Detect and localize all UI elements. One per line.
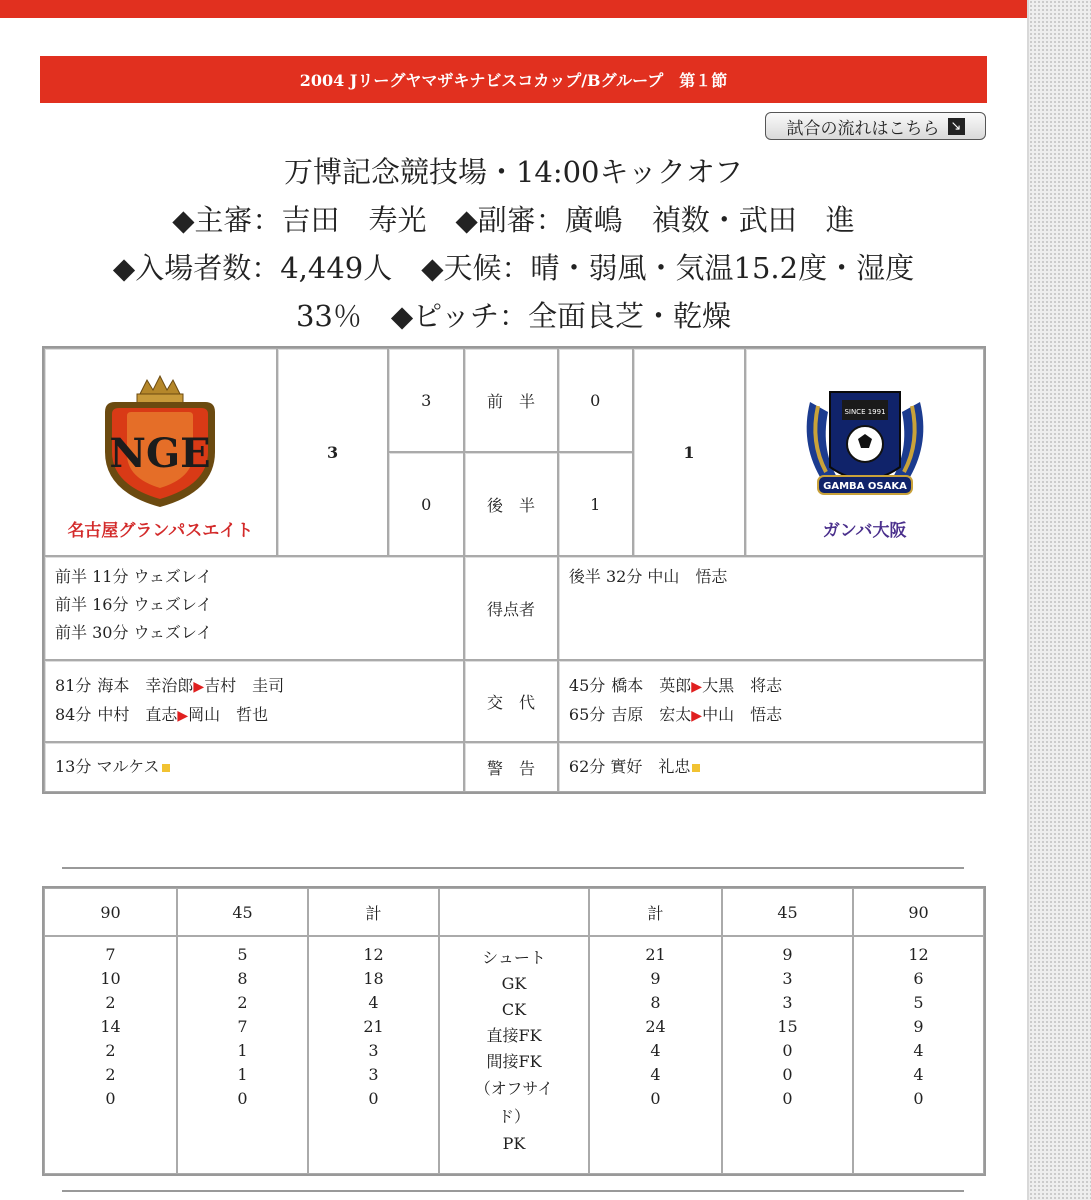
arrow-box-icon: ↘: [948, 118, 965, 135]
nagoya-grampus-logo: [85, 372, 235, 512]
stats-away-total: [589, 936, 722, 1174]
home-subs: [44, 660, 464, 742]
stat-value: 9: [650, 969, 661, 988]
match-header-title: 2004 Jリーグヤマザキナビスコカップ/Bグループ 第１節: [299, 71, 728, 90]
away-cautions: [558, 742, 984, 792]
sub-in-player: 吉村 圭司: [204, 676, 285, 695]
match-flow-button[interactable]: [765, 112, 986, 140]
substitution-arrow-icon: ▶: [691, 679, 703, 695]
sub-out-player: 中村 直志: [97, 705, 178, 724]
subs-label: 交 代: [464, 660, 558, 742]
stat-value: 21: [645, 945, 666, 964]
home-first-half-score: 3: [388, 348, 464, 452]
home-caution: 13分 マルケス: [55, 757, 160, 776]
stat-value: 4: [913, 1065, 924, 1084]
home-team-name: 名古屋グランパスエイト: [67, 521, 254, 541]
yellow-card-icon: [692, 764, 700, 772]
substitution-arrow-icon: ▶: [177, 708, 189, 724]
sub-time: 65分: [568, 705, 606, 724]
home-team-cell: [44, 348, 277, 556]
stats-home-total: [308, 936, 439, 1174]
stat-value: 4: [650, 1065, 661, 1084]
stat-value: 0: [782, 1065, 793, 1084]
stats-header-away-90: 90: [853, 888, 984, 936]
first-half-label: 前 半: [464, 348, 558, 452]
home-sub-row: [55, 672, 453, 701]
sub-in-player: 中山 悟志: [702, 705, 783, 724]
away-second-half-score: 1: [558, 452, 633, 556]
stats-away-90: [853, 936, 984, 1174]
stat-value: 14: [100, 1017, 121, 1036]
away-scorers: [558, 556, 984, 660]
stat-value: 10: [100, 969, 121, 988]
away-team-cell: [745, 348, 984, 556]
stat-value: 2: [105, 1041, 116, 1060]
attendance-weather: ◆入場者数：4,449人 ◆天候：晴・弱風・気温15.2度・湿度: [112, 251, 915, 285]
stat-value: 5: [237, 945, 248, 964]
home-sub-row: [55, 701, 453, 730]
sub-time: 81分: [55, 676, 92, 695]
stat-value: 9: [913, 1017, 924, 1036]
stat-value: 0: [782, 1089, 793, 1108]
stat-value: 1: [237, 1041, 248, 1060]
stat-value: 3: [782, 969, 793, 988]
stat-value: 0: [913, 1089, 924, 1108]
stats-home-90: [44, 936, 177, 1174]
stat-value: 15: [777, 1017, 798, 1036]
away-subs: [558, 660, 984, 742]
substitution-arrow-icon: ▶: [193, 679, 205, 695]
scorers-label: 得点者: [464, 556, 558, 660]
stat-value: 0: [237, 1089, 248, 1108]
sub-time: 45分: [568, 676, 606, 695]
sub-in-player: 岡山 哲也: [188, 705, 269, 724]
stat-value: 5: [913, 993, 924, 1012]
stats-header-home-45: 45: [177, 888, 308, 936]
humidity-pitch: 33％ ◆ピッチ：全面良芝・乾燥: [295, 299, 732, 333]
sub-time: 84分: [55, 705, 92, 724]
stat-value: 12: [908, 945, 929, 964]
stat-category: （オフサイド）: [474, 1079, 554, 1126]
stat-category: 直接FK: [486, 1026, 542, 1045]
stat-category: PK: [502, 1134, 526, 1153]
stat-value: 7: [237, 1017, 248, 1036]
home-total-score: 3: [277, 348, 389, 556]
sub-out-player: 海本 幸治郎: [97, 676, 194, 695]
home-scorers: [44, 556, 464, 660]
stat-value: 1: [237, 1065, 248, 1084]
away-sub-row: [569, 701, 973, 730]
home-cautions: [44, 742, 464, 792]
stat-value: 6: [913, 969, 924, 988]
away-first-half-score: 0: [558, 348, 633, 452]
substitution-arrow-icon: ▶: [691, 708, 703, 724]
stat-value: 7: [105, 945, 116, 964]
away-logo-since: SINCE 1991: [844, 408, 886, 416]
sub-out-player: 吉原 宏太: [611, 705, 692, 724]
score-table: [42, 346, 986, 794]
stat-value: 3: [368, 1041, 379, 1060]
stat-value: 3: [782, 993, 793, 1012]
stat-category: シュート: [482, 948, 546, 967]
sub-in-player: 大黒 将志: [702, 676, 783, 695]
away-sub-row: [569, 672, 973, 701]
stat-value: 0: [368, 1089, 379, 1108]
stat-value: 4: [368, 993, 379, 1012]
gamba-osaka-logo: [790, 372, 940, 512]
home-scorer: 前半 11分 ウェズレイ: [55, 567, 213, 586]
stat-value: 8: [237, 969, 248, 988]
stat-value: 0: [105, 1089, 116, 1108]
side-pattern-background: [1029, 0, 1091, 1200]
stat-category: CK: [501, 1000, 527, 1019]
stat-value: 8: [650, 993, 661, 1012]
divider-bottom: [62, 1190, 964, 1192]
divider-top: [62, 867, 964, 869]
away-logo-text: GAMBA OSAKA: [822, 481, 907, 492]
second-half-label: 後 半: [464, 452, 558, 556]
home-scorer: 前半 30分 ウェズレイ: [55, 623, 213, 642]
stats-categories: [439, 936, 589, 1174]
stat-value: 2: [237, 993, 248, 1012]
stat-value: 21: [363, 1017, 384, 1036]
stat-value: 3: [368, 1065, 379, 1084]
match-header: [40, 56, 987, 103]
match-flow-label: 試合の流れはこちら: [786, 118, 940, 139]
sub-out-player: 橋本 英郎: [611, 676, 692, 695]
stats-table: [42, 886, 986, 1176]
home-scorer: 前半 16分 ウェズレイ: [55, 595, 213, 614]
yellow-card-icon: [162, 764, 170, 772]
stats-away-45: [722, 936, 853, 1174]
stats-header-away-total: 計: [589, 888, 722, 936]
venue-kickoff: 万博記念競技場・14:00キックオフ: [283, 155, 744, 189]
stat-value: 2: [105, 993, 116, 1012]
stat-value: 24: [645, 1017, 666, 1036]
stat-category: 間接FK: [486, 1052, 542, 1071]
away-scorer: 後半 32分 中山 悟志: [568, 567, 728, 586]
stats-header-home-90: 90: [44, 888, 177, 936]
home-second-half-score: 0: [388, 452, 464, 556]
stat-value: 9: [782, 945, 793, 964]
stats-header-category: [439, 888, 589, 936]
stat-value: 4: [650, 1041, 661, 1060]
stats-home-45: [177, 936, 308, 1174]
stat-value: 2: [105, 1065, 116, 1084]
away-caution: 62分 實好 礼忠: [568, 757, 691, 776]
stat-value: 0: [650, 1089, 661, 1108]
stats-header-away-45: 45: [722, 888, 853, 936]
away-team-name: ガンバ大阪: [822, 521, 907, 541]
stats-header-home-total: 計: [308, 888, 439, 936]
home-logo-letters: NGE: [109, 430, 211, 477]
referees: ◆主審：吉田 寿光 ◆副審：廣嶋 禎数・武田 進: [172, 203, 855, 237]
stat-value: 18: [363, 969, 384, 988]
stat-value: 4: [913, 1041, 924, 1060]
top-red-bar: [0, 0, 1027, 18]
cautions-label: 警 告: [464, 742, 558, 792]
stat-value: 12: [363, 945, 384, 964]
away-total-score: 1: [633, 348, 746, 556]
stat-category: GK: [501, 974, 527, 993]
stat-value: 0: [782, 1041, 793, 1060]
